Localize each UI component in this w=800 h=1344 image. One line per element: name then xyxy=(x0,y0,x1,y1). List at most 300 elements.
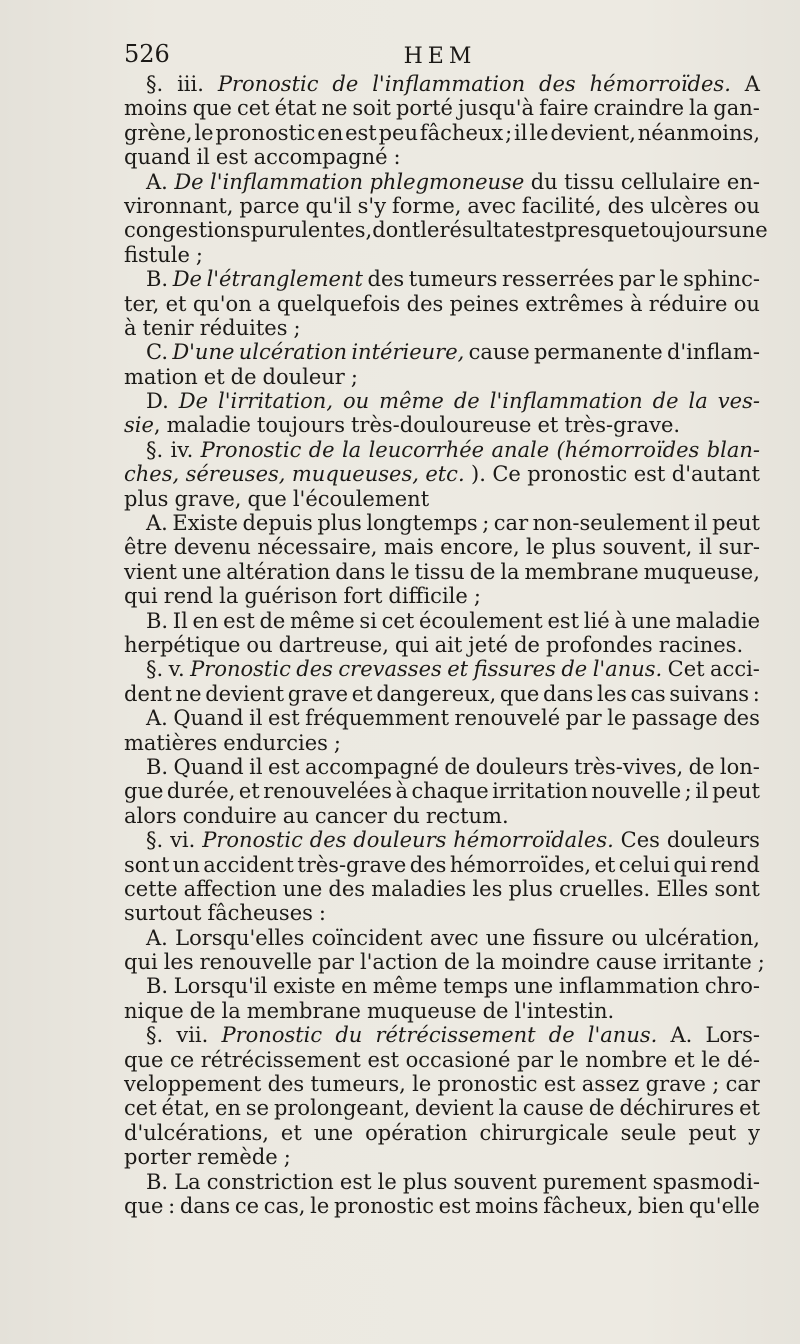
word: douleurs xyxy=(475,754,569,779)
word: plus xyxy=(402,1169,448,1194)
word: de xyxy=(259,608,286,633)
word: encore, xyxy=(440,535,520,560)
word: membrane xyxy=(246,998,361,1023)
text-line xyxy=(124,804,760,828)
word: ne xyxy=(175,681,202,706)
word: A. xyxy=(146,511,168,536)
word: le xyxy=(701,1047,721,1072)
text-line xyxy=(124,828,760,852)
word: la xyxy=(688,389,708,414)
word: à xyxy=(124,315,137,340)
word: fort xyxy=(343,584,383,609)
word: moins xyxy=(124,96,188,121)
word: en xyxy=(214,1096,241,1121)
word: est xyxy=(268,706,300,731)
word: sur- xyxy=(718,535,760,560)
word: : xyxy=(393,145,401,170)
word: mation xyxy=(124,364,198,389)
word: (hémorroïdes xyxy=(556,437,700,462)
word: hémorroïdes. xyxy=(589,72,731,96)
text-line xyxy=(124,487,760,511)
word: ; xyxy=(482,511,490,536)
word: durée, xyxy=(166,779,236,804)
word: §. xyxy=(146,72,164,96)
word: cet xyxy=(124,1096,157,1121)
word: vironnant, xyxy=(124,193,234,218)
word: ; xyxy=(283,1145,291,1170)
word: extrêmes xyxy=(525,291,624,316)
word: l'inflammation xyxy=(372,72,526,96)
word: plus xyxy=(317,511,362,536)
word: peines xyxy=(449,291,519,316)
word: au xyxy=(282,803,309,828)
word: même xyxy=(290,608,355,633)
text-line xyxy=(124,145,760,169)
word: Quand xyxy=(173,706,244,731)
word: ou xyxy=(733,193,760,218)
word: plus xyxy=(551,535,597,560)
word: De xyxy=(172,267,202,292)
word: permanente xyxy=(533,340,663,365)
page-number: 526 xyxy=(124,40,170,68)
word: anale xyxy=(491,437,550,462)
word: l'intestin. xyxy=(514,998,615,1023)
word: rend xyxy=(163,584,214,609)
word: moindre xyxy=(501,950,590,975)
word: sie, xyxy=(124,413,161,438)
word: inflammation xyxy=(558,974,700,999)
word: ; xyxy=(757,950,765,975)
word: que xyxy=(124,1193,164,1218)
word: iii. xyxy=(177,72,204,96)
word: cette xyxy=(124,876,178,901)
word: plus xyxy=(508,876,553,901)
word: devient xyxy=(205,681,285,706)
text-line xyxy=(124,218,768,243)
word: difficile xyxy=(388,584,468,609)
word: ou xyxy=(733,291,760,316)
word: de xyxy=(444,950,470,975)
word: des xyxy=(328,876,366,901)
word: à xyxy=(395,779,408,804)
word: grave xyxy=(645,1072,706,1097)
word: ; xyxy=(505,120,513,145)
word: à xyxy=(629,291,643,316)
text-line xyxy=(124,779,760,803)
word: moins xyxy=(475,1193,539,1218)
word: avec xyxy=(429,925,479,950)
word: ; xyxy=(684,779,692,804)
word: le xyxy=(659,267,679,292)
text-line xyxy=(124,365,760,389)
word: Lorsqu'elles xyxy=(175,925,305,950)
word: §. xyxy=(146,437,164,462)
word: et xyxy=(447,657,469,682)
word: B. xyxy=(146,267,169,292)
word: ; xyxy=(350,364,358,389)
word: porter xyxy=(124,1145,192,1170)
word: car xyxy=(493,511,529,536)
word: la xyxy=(219,584,239,609)
text-line xyxy=(124,1145,760,1169)
text-line xyxy=(124,511,760,535)
word: douleurs xyxy=(353,828,447,853)
text-line xyxy=(124,389,760,413)
word: jusqu'à xyxy=(457,96,535,121)
text-line xyxy=(124,682,760,706)
word: très-grave xyxy=(297,852,407,877)
word: les xyxy=(596,681,627,706)
word: Ce xyxy=(492,462,521,487)
word: non-seulement xyxy=(532,511,690,536)
word: Elles xyxy=(656,876,709,901)
text-line xyxy=(124,633,760,657)
word: accompagné xyxy=(253,145,388,170)
word: endurcies xyxy=(223,730,328,755)
word: ; xyxy=(195,242,203,267)
word: ves- xyxy=(717,389,760,414)
word: hémorroïdes, xyxy=(449,852,592,877)
word: dans xyxy=(335,559,386,584)
word: tumeurs, xyxy=(310,1072,406,1097)
word: acci- xyxy=(710,657,760,682)
word: cause xyxy=(468,340,530,365)
word: et xyxy=(280,1120,302,1145)
word: Existe xyxy=(172,511,238,536)
word: temps xyxy=(443,974,509,999)
running-head: HEM xyxy=(403,44,477,69)
word: des xyxy=(296,657,333,682)
word: faire xyxy=(539,96,589,121)
word: qu'il xyxy=(305,193,352,218)
word: tissu xyxy=(564,169,615,194)
word: si xyxy=(359,608,377,633)
word: une xyxy=(181,559,222,584)
word: ches, xyxy=(124,462,180,487)
word: Pronostic xyxy=(190,657,291,682)
text-line xyxy=(124,267,760,291)
word: intérieure, xyxy=(351,340,465,365)
word: des xyxy=(539,72,576,96)
word: souvent xyxy=(453,1169,537,1194)
word: de xyxy=(588,1096,615,1121)
word: alors xyxy=(124,803,177,828)
word: la xyxy=(500,559,520,584)
word: cruelles. xyxy=(559,876,651,901)
word: dans xyxy=(179,1193,231,1218)
word: chaque xyxy=(411,779,489,804)
word: ce xyxy=(169,1047,195,1072)
word: de xyxy=(230,364,257,389)
word: accompagné xyxy=(305,754,439,779)
word: existe xyxy=(272,974,336,999)
word: ; xyxy=(333,730,341,755)
word: et xyxy=(203,364,225,389)
word: renouvelle xyxy=(199,950,312,975)
word: le xyxy=(607,706,627,731)
word: douleurs xyxy=(666,828,760,853)
word: l'irritation, xyxy=(218,389,333,414)
text-line xyxy=(124,609,760,633)
text-line xyxy=(124,243,760,267)
word: bien xyxy=(638,1193,685,1218)
word: cellulaire xyxy=(620,169,721,194)
word: Pronostic xyxy=(221,1023,323,1048)
text-line xyxy=(124,560,760,584)
word: chro- xyxy=(704,974,760,999)
word: du xyxy=(392,803,420,828)
word: écoulement xyxy=(418,608,543,633)
word: pronostic xyxy=(333,1193,434,1218)
word: le xyxy=(526,535,546,560)
text-line xyxy=(124,194,760,218)
word: ; xyxy=(712,1072,720,1097)
word: etc. xyxy=(425,462,465,487)
word: le xyxy=(194,120,214,145)
word: assez xyxy=(581,1072,640,1097)
word: a xyxy=(258,291,271,316)
word: quand xyxy=(124,145,191,170)
word: congestions xyxy=(124,218,251,243)
text-line xyxy=(124,96,760,120)
word: purement xyxy=(542,1169,647,1194)
word: suivans xyxy=(669,681,750,706)
word: passage xyxy=(631,706,718,731)
word: une xyxy=(282,876,323,901)
word: douleur xyxy=(262,364,345,389)
word: Pronostic xyxy=(202,828,303,853)
word: peut xyxy=(712,511,760,536)
word: la xyxy=(341,437,362,462)
word: blan- xyxy=(706,437,760,462)
word: la xyxy=(475,950,496,975)
word: La xyxy=(174,1169,201,1194)
word: vii. xyxy=(176,1023,209,1048)
word: un xyxy=(172,852,200,877)
word: d'autant xyxy=(671,462,760,487)
word: ). xyxy=(471,462,486,487)
word: par xyxy=(517,1047,554,1072)
word: en xyxy=(317,120,344,145)
text-line xyxy=(124,1023,760,1047)
word: A. xyxy=(146,706,168,731)
word: altération xyxy=(226,559,331,584)
word: presque xyxy=(553,218,641,243)
word: pronostic xyxy=(215,120,316,145)
word: ulcération, xyxy=(644,925,760,950)
word: réduites xyxy=(199,315,288,340)
word: lié xyxy=(583,608,610,633)
word: par xyxy=(618,267,655,292)
word: il xyxy=(695,779,709,804)
word: le xyxy=(529,120,549,145)
word: et xyxy=(238,779,260,804)
word: affection xyxy=(183,876,277,901)
word: souvent, xyxy=(602,535,693,560)
word: A. xyxy=(670,1023,693,1048)
word: y xyxy=(748,1120,760,1145)
word: Cet xyxy=(667,657,705,682)
text-line xyxy=(124,170,760,194)
word: qui xyxy=(124,584,158,609)
word: il xyxy=(196,145,210,170)
word: des xyxy=(607,193,645,218)
word: longtemps xyxy=(366,511,478,536)
text-line xyxy=(124,438,760,462)
word: hémorroïdales. xyxy=(453,828,614,853)
word: se xyxy=(245,1096,270,1121)
word: membrane xyxy=(524,559,639,584)
word: très-douloureuse xyxy=(350,413,532,438)
word: ter, xyxy=(124,291,160,316)
word: prolongeant, xyxy=(273,1096,410,1121)
text-line xyxy=(124,731,760,755)
word: il xyxy=(698,535,713,560)
word: état xyxy=(274,96,317,121)
word: des xyxy=(406,291,444,316)
word: depuis xyxy=(242,511,313,536)
word: pronostic xyxy=(437,1072,538,1097)
word: fissures xyxy=(473,657,556,682)
word: toujours xyxy=(640,218,729,243)
word: l'inflammation xyxy=(210,169,363,194)
word: s'y xyxy=(357,193,387,218)
word: grène, xyxy=(124,120,193,145)
word: D. xyxy=(146,389,169,414)
word: résultat xyxy=(439,218,523,243)
word: la xyxy=(689,96,709,121)
word: ; xyxy=(293,315,301,340)
word: l'anus. xyxy=(587,1023,658,1048)
word: est xyxy=(267,754,300,779)
text-line xyxy=(124,316,760,340)
word: une xyxy=(313,1120,354,1145)
word: guérison xyxy=(244,584,338,609)
word: est xyxy=(223,608,255,633)
word: car xyxy=(725,1072,760,1097)
word: A. xyxy=(146,169,168,194)
word: l'étranglement xyxy=(206,267,363,292)
word: néanmoins, xyxy=(637,120,760,145)
word: nécessaire, xyxy=(257,535,378,560)
word: et xyxy=(673,1047,695,1072)
word: en- xyxy=(726,169,760,194)
word: ulcères xyxy=(650,193,728,218)
word: devenu xyxy=(173,535,251,560)
text-line xyxy=(124,974,760,998)
page-header xyxy=(120,40,760,70)
word: de xyxy=(332,72,359,96)
word: est xyxy=(339,1169,372,1194)
word: v. xyxy=(168,657,185,682)
word: Lors- xyxy=(705,1023,760,1048)
word: fâcheuses xyxy=(207,901,313,926)
text-line xyxy=(124,657,760,681)
word: et xyxy=(351,681,373,706)
text-line xyxy=(124,1170,760,1194)
text-line xyxy=(124,340,760,364)
word: grave, xyxy=(174,486,242,511)
word: la xyxy=(221,998,241,1023)
word: irritante xyxy=(662,950,752,975)
word: le xyxy=(310,1193,330,1218)
word: maladie xyxy=(675,608,760,633)
word: est xyxy=(633,462,666,487)
word: cause xyxy=(595,950,657,975)
word: cet xyxy=(381,608,415,633)
word: fâcheux, xyxy=(543,1193,634,1218)
word: cas xyxy=(630,681,666,706)
word: le xyxy=(559,1047,579,1072)
word: dangereux, xyxy=(376,681,497,706)
word: les xyxy=(472,876,503,901)
word: de xyxy=(482,998,509,1023)
word: les xyxy=(163,950,194,975)
word: vi. xyxy=(170,828,196,853)
word: fissure xyxy=(532,925,605,950)
word: la xyxy=(498,1096,518,1121)
word: le xyxy=(412,1072,432,1097)
text-line xyxy=(124,1048,760,1072)
word: des xyxy=(367,267,405,292)
word: de xyxy=(688,754,715,779)
word: séreuses, xyxy=(185,462,286,487)
word: et xyxy=(537,413,559,438)
word: cet xyxy=(236,96,270,121)
text-line xyxy=(124,584,760,608)
word: avec xyxy=(467,193,516,218)
text-line xyxy=(124,853,760,877)
word: nombre xyxy=(585,1047,668,1072)
word: vient xyxy=(124,559,177,584)
word: est xyxy=(345,120,377,145)
word: ou xyxy=(343,389,370,414)
word: B. xyxy=(146,1169,169,1194)
word: est xyxy=(215,145,248,170)
word: est xyxy=(438,1193,471,1218)
word: cas, xyxy=(263,1193,306,1218)
word: est xyxy=(367,1047,400,1072)
word: nouvelle xyxy=(591,779,682,804)
word: en xyxy=(341,974,368,999)
word: très-vives, xyxy=(574,754,684,779)
word: de xyxy=(514,632,540,657)
word: de xyxy=(308,437,335,462)
word: l'inflammation xyxy=(489,389,643,414)
word: une xyxy=(631,608,672,633)
word: et xyxy=(165,291,187,316)
word: crevasses xyxy=(338,657,442,682)
word: quelquefois xyxy=(276,291,401,316)
word: grave xyxy=(287,681,349,706)
word: que xyxy=(247,486,287,511)
word: peu xyxy=(378,120,419,145)
word: de xyxy=(652,389,679,414)
word: par xyxy=(565,706,602,731)
word: coïncident xyxy=(311,925,423,950)
word: celui xyxy=(618,852,670,877)
word: dans xyxy=(543,681,594,706)
word: fistule xyxy=(124,242,190,267)
word: D'une xyxy=(172,340,235,365)
word: du xyxy=(530,169,558,194)
word: veloppement xyxy=(124,1072,262,1097)
word: forme, xyxy=(391,193,462,218)
word: qui xyxy=(673,852,708,877)
word: qui xyxy=(124,950,158,975)
text-line xyxy=(124,413,760,437)
word: une xyxy=(485,925,526,950)
